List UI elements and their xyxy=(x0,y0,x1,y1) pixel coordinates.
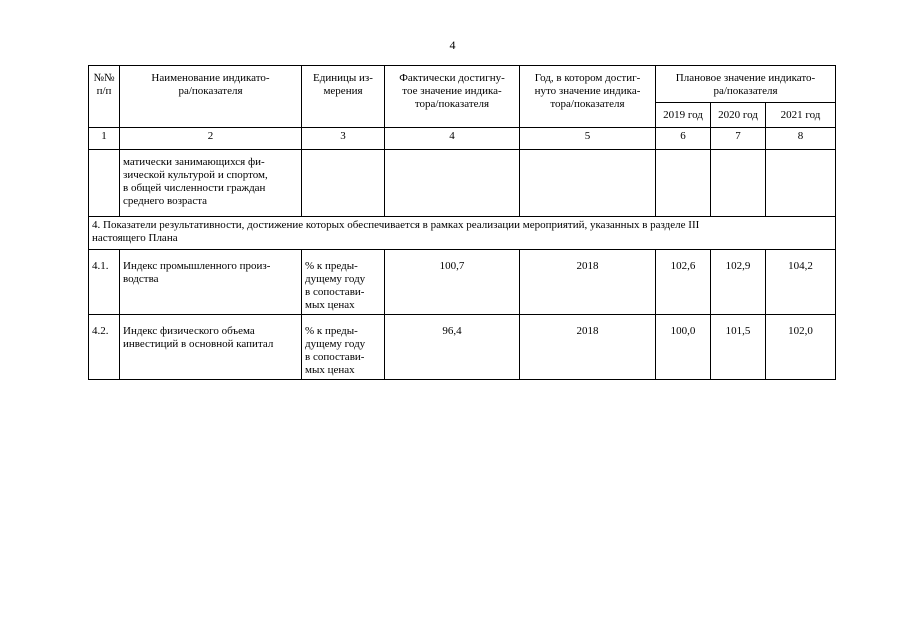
header-achieved-year: Год, в котором достиг- нуто значение индика- тора/показателя xyxy=(520,66,656,128)
row-plan-2020: 101,5 xyxy=(711,315,766,380)
row-plan-2019: 102,6 xyxy=(656,250,711,315)
row-number: 4.1. xyxy=(89,250,120,315)
row-units: % к преды- дущему году в сопостави- мых ценах xyxy=(302,250,385,315)
row-achieved-year: 2018 xyxy=(520,250,656,315)
header-year-2020: 2020 год xyxy=(711,103,766,128)
header-number: №№ п/п xyxy=(89,66,120,128)
header-actual-value: Фактически достигну- тое значение индика- тора/показателя xyxy=(385,66,520,128)
row-plan-2019: 100,0 xyxy=(656,315,711,380)
row-plan-2021: 104,2 xyxy=(766,250,836,315)
section-title: 4. Показатели результативности, достижение которых обеспечивается в рамках реализации мероприятий, указанных в разделе III настоящего Плана xyxy=(89,217,836,250)
column-numbers-row xyxy=(89,128,836,150)
indicators-table xyxy=(88,65,836,380)
column-number: 6 xyxy=(656,128,711,150)
table-header-row xyxy=(89,66,836,103)
column-number: 3 xyxy=(302,128,385,150)
column-number: 1 xyxy=(89,128,120,150)
table-row xyxy=(89,315,836,380)
row-number: 4.2. xyxy=(89,315,120,380)
page-number: 4 xyxy=(449,38,456,52)
header-units: Единицы из- мерения xyxy=(302,66,385,128)
row-actual-value: 96,4 xyxy=(385,315,520,380)
row-plan-2020: 102,9 xyxy=(711,250,766,315)
column-number: 7 xyxy=(711,128,766,150)
header-year-2021: 2021 год xyxy=(766,103,836,128)
column-number: 8 xyxy=(766,128,836,150)
header-year-2019: 2019 год xyxy=(656,103,711,128)
row-units: % к преды- дущему году в сопостави- мых ценах xyxy=(302,315,385,380)
row-achieved-year: 2018 xyxy=(520,315,656,380)
section-row xyxy=(89,217,836,250)
row-plan-2021: 102,0 xyxy=(766,315,836,380)
continuation-row xyxy=(89,150,836,217)
column-number: 4 xyxy=(385,128,520,150)
table-row xyxy=(89,250,836,315)
column-number: 5 xyxy=(520,128,656,150)
column-number: 2 xyxy=(120,128,302,150)
row-indicator-name: Индекс промышленного произ- водства xyxy=(120,250,302,315)
continuation-indicator-name: матически занимающихся фи- зической культурой и спортом, в общей численности граждан среднего возраста xyxy=(120,150,302,217)
row-actual-value: 100,7 xyxy=(385,250,520,315)
header-planned-value: Плановое значение индикато- ра/показателя xyxy=(656,66,836,103)
header-indicator-name: Наименование индикато- ра/показателя xyxy=(120,66,302,128)
row-indicator-name: Индекс физического объема инвестиций в основной капитал xyxy=(120,315,302,380)
